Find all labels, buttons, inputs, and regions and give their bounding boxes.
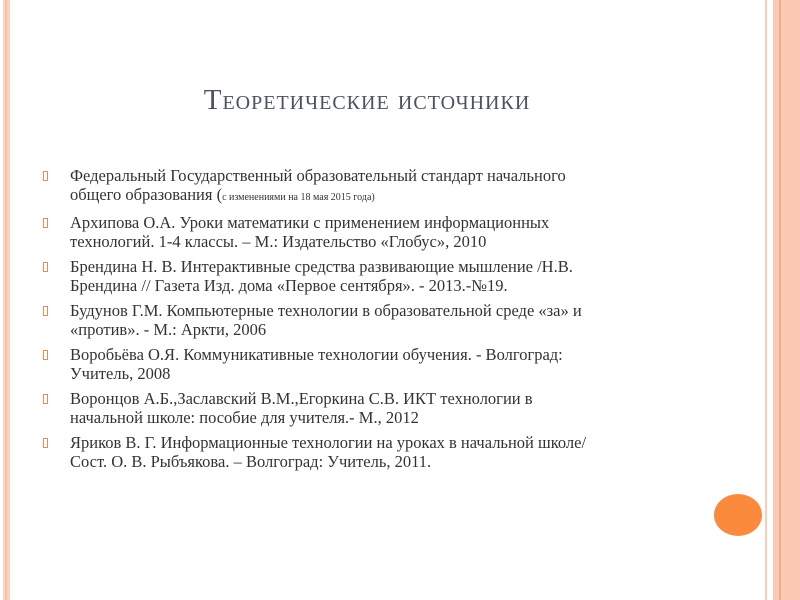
item-line: технологий. 1-4 классы. – М.: Издательство «Глобус», 2010 — [70, 232, 487, 251]
list-item — [43, 345, 683, 383]
item-line — [70, 185, 683, 207]
list-item — [43, 213, 683, 251]
bullet-icon — [43, 306, 48, 316]
slide-title: Теоретические источники — [203, 84, 531, 116]
item-line: начальной школе: пособие для учителя.- М., 2012 — [70, 408, 419, 427]
right-decorative-line — [765, 0, 767, 600]
sources-list — [43, 166, 683, 477]
bullet-icon — [43, 394, 48, 404]
list-item — [43, 301, 683, 339]
list-item — [43, 433, 683, 471]
list-item — [43, 166, 683, 207]
list-item — [43, 389, 683, 427]
item-line: Учитель, 2008 — [70, 364, 171, 383]
item-line: Брендина // Газета Изд. дома «Первое сентября». - 2013.-№19. — [70, 276, 508, 295]
item-line: Брендина Н. В. Интерактивные средства развивающие мышление /Н.В. — [70, 257, 573, 276]
bullet-icon — [43, 350, 48, 360]
item-note: с изменениями на 18 мая 2015 года) — [222, 192, 375, 203]
item-line: Федеральный Государственный образовательный стандарт начального — [70, 166, 566, 185]
right-decorative-band — [773, 0, 800, 600]
item-line: Воронцов А.Б.,Заславский В.М.,Егоркина С.В. ИКТ технологии в — [70, 389, 533, 408]
item-line: Яриков В. Г. Информационные технологии на уроках в начальной школе/ — [70, 433, 587, 452]
list-item — [43, 257, 683, 295]
orange-circle-decoration — [714, 494, 762, 536]
item-line: «против». - М.: Аркти, 2006 — [70, 320, 267, 339]
bullet-icon — [43, 438, 48, 448]
bullet-icon — [43, 262, 48, 272]
item-line: Будунов Г.М. Компьютерные технологии в образовательной среде «за» и — [70, 301, 582, 320]
item-line: Воробьёва О.Я. Коммуникативные технологии обучения. - Волгоград: — [70, 345, 563, 364]
item-line: Архипова О.А. Уроки математики с применением информационных — [70, 213, 550, 232]
item-line: Сост. О. В. Рыбъякова. – Волгоград: Учитель, 2011. — [70, 452, 432, 471]
bullet-icon — [43, 171, 48, 181]
right-decorative-line-dark — [779, 0, 781, 600]
item-line-text: общего образования ( — [70, 185, 223, 204]
bullet-icon — [43, 218, 48, 228]
